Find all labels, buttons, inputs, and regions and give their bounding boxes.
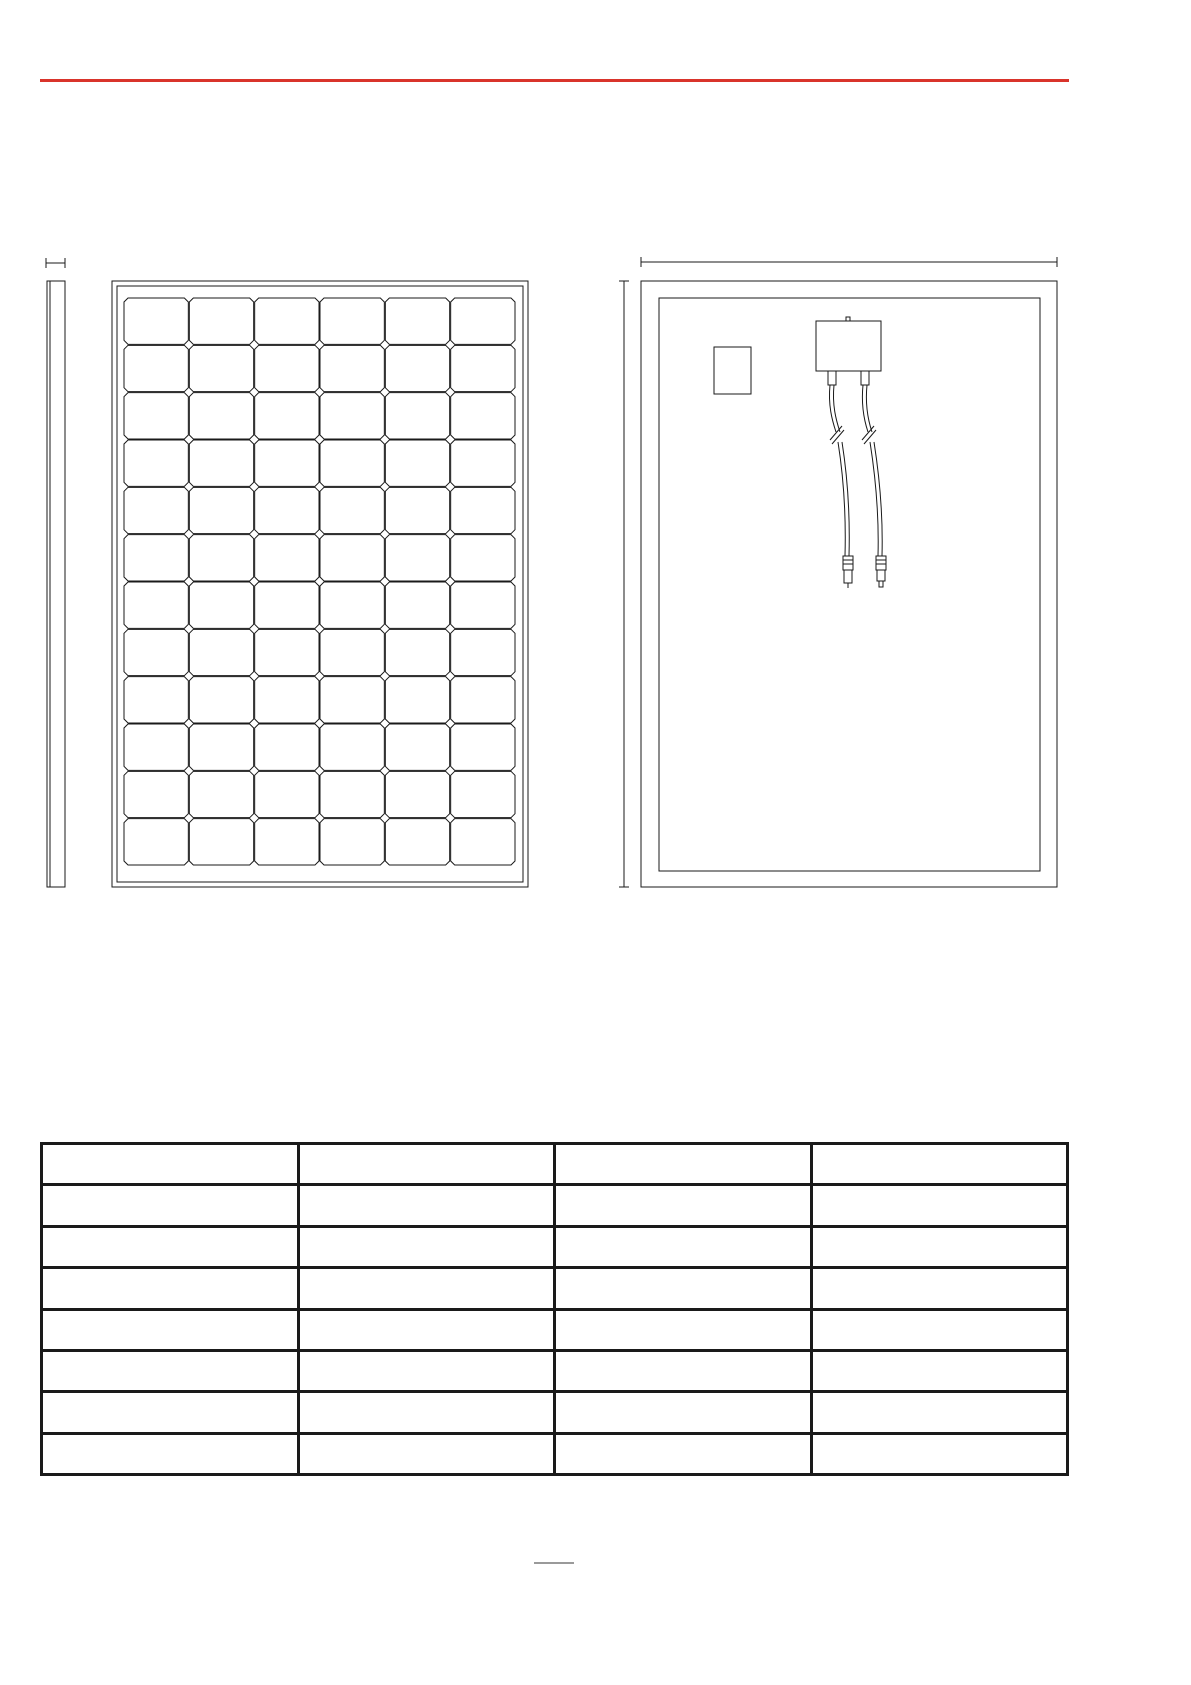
table-row: [42, 1433, 1068, 1474]
solar-cell: [255, 535, 319, 581]
solar-cell: [320, 298, 384, 344]
table-cell: [811, 1350, 1068, 1391]
solar-cell: [124, 677, 188, 723]
table-cell: [555, 1309, 812, 1350]
back-sheet-inner: [659, 298, 1040, 871]
table-cell: [298, 1392, 555, 1433]
table-cell: [298, 1144, 555, 1185]
table-cell: [42, 1226, 299, 1267]
solar-cell: [385, 393, 449, 439]
table-cell: [298, 1268, 555, 1309]
solar-cell: [320, 724, 384, 770]
solar-cell: [189, 771, 253, 817]
table-cell: [555, 1268, 812, 1309]
solar-cell: [320, 771, 384, 817]
side-view: [46, 258, 65, 887]
table-row: [42, 1185, 1068, 1226]
solar-cell: [124, 724, 188, 770]
table-cell: [298, 1350, 555, 1391]
solar-cell: [124, 345, 188, 391]
table-cell: [811, 1268, 1068, 1309]
table-cell: [811, 1185, 1068, 1226]
solar-cell: [124, 629, 188, 675]
connector-left-nut: [843, 556, 853, 570]
solar-cell: [451, 724, 515, 770]
table-cell: [42, 1185, 299, 1226]
table-cell: [298, 1185, 555, 1226]
table-row: [42, 1350, 1068, 1391]
junction-box-body: [816, 321, 881, 371]
cable-right: [861, 371, 886, 587]
solar-cell: [451, 629, 515, 675]
table-cell: [811, 1226, 1068, 1267]
solar-cell: [385, 724, 449, 770]
table-cell: [42, 1433, 299, 1474]
solar-cell: [255, 677, 319, 723]
connector-right-body: [877, 570, 885, 581]
solar-cell: [451, 819, 515, 865]
connector-right-nut: [876, 556, 886, 570]
solar-cell: [189, 629, 253, 675]
solar-cell: [385, 345, 449, 391]
back-frame-outer: [641, 281, 1057, 887]
cable-right-break-a: [862, 426, 874, 440]
table-cell: [555, 1226, 812, 1267]
solar-cell: [255, 819, 319, 865]
solar-cell: [320, 819, 384, 865]
front-view: [112, 281, 528, 887]
table-cell: [811, 1309, 1068, 1350]
solar-cell: [124, 582, 188, 628]
table-cell: [811, 1392, 1068, 1433]
table-cell: [811, 1433, 1068, 1474]
solar-cell: [385, 771, 449, 817]
table-cell: [42, 1309, 299, 1350]
cable-left-upper-a: [829, 385, 836, 432]
cable-left-gland: [828, 371, 836, 385]
solar-cell: [255, 298, 319, 344]
solar-cell: [255, 629, 319, 675]
solar-cell: [320, 629, 384, 675]
connector-right-pin: [879, 581, 883, 587]
connector-left-body: [844, 570, 852, 583]
solar-cell: [189, 487, 253, 533]
solar-cell: [124, 393, 188, 439]
cable-right-upper-b: [866, 385, 872, 432]
solar-cell: [255, 582, 319, 628]
back-view: [619, 257, 1057, 887]
solar-cell: [451, 535, 515, 581]
solar-cell: [189, 677, 253, 723]
solar-cell: [451, 440, 515, 486]
solar-cell: [124, 819, 188, 865]
solar-cell: [385, 440, 449, 486]
solar-cell: [385, 487, 449, 533]
solar-cell: [385, 819, 449, 865]
solar-cell: [451, 582, 515, 628]
table-cell: [555, 1350, 812, 1391]
solar-cell: [189, 298, 253, 344]
solar-cell: [255, 771, 319, 817]
solar-cell: [385, 535, 449, 581]
table-cell: [42, 1392, 299, 1433]
table-cell: [555, 1392, 812, 1433]
solar-cell: [124, 487, 188, 533]
table-cell: [298, 1433, 555, 1474]
table-cell: [42, 1268, 299, 1309]
solar-cell: [189, 440, 253, 486]
solar-cell: [124, 440, 188, 486]
table-cell: [42, 1350, 299, 1391]
solar-cell: [320, 535, 384, 581]
solar-cell: [189, 535, 253, 581]
solar-cell: [451, 677, 515, 723]
table-row: [42, 1309, 1068, 1350]
solar-cell: [124, 298, 188, 344]
solar-cell: [255, 440, 319, 486]
solar-cell: [385, 677, 449, 723]
product-label: [714, 347, 751, 394]
solar-cell: [451, 487, 515, 533]
junction-box: [816, 317, 881, 371]
cable-left-upper-b: [833, 385, 840, 432]
solar-cell: [451, 345, 515, 391]
table-cell: [298, 1309, 555, 1350]
solar-cell: [189, 345, 253, 391]
table-row: [42, 1144, 1068, 1185]
solar-cell: [124, 535, 188, 581]
solar-cell: [320, 582, 384, 628]
table-cell: [555, 1433, 812, 1474]
cable-left-break-b: [832, 430, 844, 444]
cable-left-break-a: [830, 426, 842, 440]
spec-table: [40, 1142, 1069, 1476]
table-cell: [811, 1144, 1068, 1185]
page-bottom-mark: [534, 1562, 574, 1564]
table-row: [42, 1392, 1068, 1433]
spec-table-body: [42, 1144, 1068, 1475]
solar-cell: [320, 487, 384, 533]
solar-cell: [451, 771, 515, 817]
table-row: [42, 1268, 1068, 1309]
cable-right-gland: [861, 371, 869, 385]
solar-cell: [320, 345, 384, 391]
table-cell: [555, 1185, 812, 1226]
table-row: [42, 1226, 1068, 1267]
table-cell: [555, 1144, 812, 1185]
solar-cell: [255, 393, 319, 439]
solar-cell: [189, 582, 253, 628]
solar-cell: [189, 724, 253, 770]
solar-cell: [255, 487, 319, 533]
solar-cell: [320, 393, 384, 439]
solar-cell-grid: [124, 298, 515, 865]
solar-cell: [451, 393, 515, 439]
solar-cell: [385, 582, 449, 628]
cable-left: [828, 371, 853, 588]
solar-cell: [320, 440, 384, 486]
junction-box-vent: [846, 317, 850, 321]
solar-cell: [189, 393, 253, 439]
solar-cell: [385, 298, 449, 344]
solar-cell: [255, 345, 319, 391]
solar-cell: [385, 629, 449, 675]
solar-cell: [451, 298, 515, 344]
cable-right-break-b: [864, 430, 876, 444]
solar-cell: [189, 819, 253, 865]
table-cell: [298, 1226, 555, 1267]
solar-cell: [320, 677, 384, 723]
table-cell: [42, 1144, 299, 1185]
solar-cell: [124, 771, 188, 817]
solar-cell: [255, 724, 319, 770]
